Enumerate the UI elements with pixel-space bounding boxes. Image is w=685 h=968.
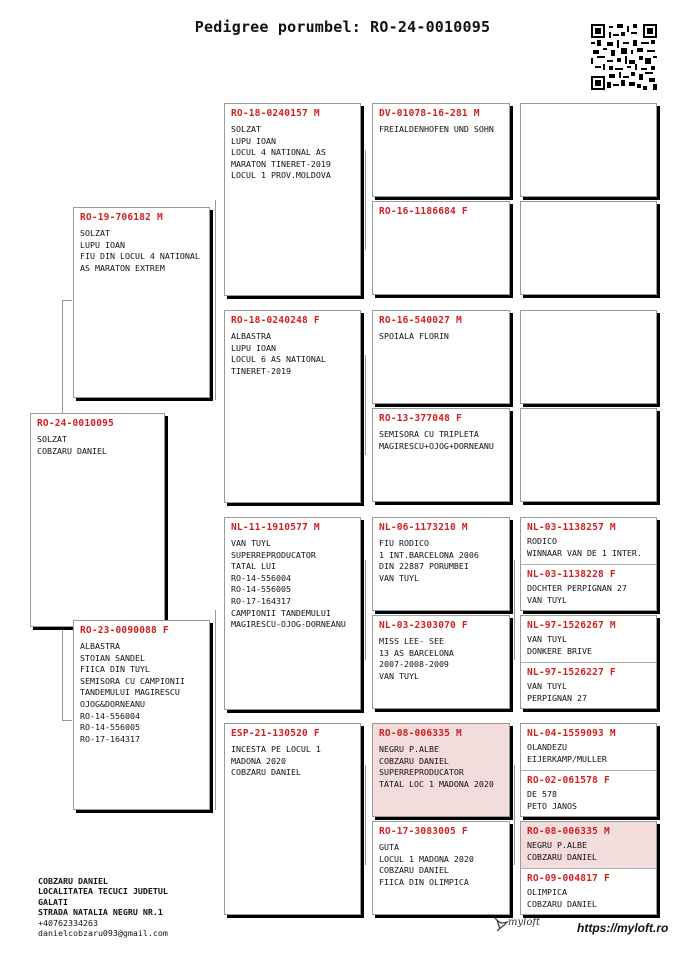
pigeon-details: SPOIALA FLORIN	[379, 331, 449, 341]
myloft-logo-icon	[493, 915, 509, 933]
pigeon-details: NEGRU P.ALBE COBZARU DANIEL	[527, 840, 597, 862]
pigeon-details: RODICO WINNAAR VAN DE 1 INTER.	[527, 536, 642, 558]
pedigree-card-gen3[interactable]	[372, 103, 510, 197]
pigeon-entry[interactable]	[521, 724, 656, 769]
ring-number: RO-13-377048 F	[379, 413, 462, 424]
connector-line	[365, 150, 366, 250]
pigeon-details: SEMISORA CU TRIPLETA MAGIRESCU+OJOG+DORNEANU	[379, 429, 494, 451]
connector-line	[215, 200, 216, 400]
pedigree-card-gen4[interactable]	[520, 615, 657, 709]
pigeon-entry[interactable]	[521, 564, 656, 610]
ring-number: NL-97-1526227 F	[527, 667, 616, 678]
ring-number: NL-97-1526267 M	[527, 620, 616, 631]
pedigree-card-gen4[interactable]	[520, 517, 657, 611]
connector-line	[514, 765, 515, 865]
owner-address-line: LOCALITATEA TECUCI JUDETUL	[38, 886, 168, 897]
ring-number: NL-03-2303070 F	[379, 620, 468, 631]
pedigree-card-gen3[interactable]	[372, 821, 510, 915]
pigeon-details: NEGRU P.ALBE COBZARU DANIEL SUPERREPRODUCATOR TATAL LOC 1 MADONA 2020	[379, 744, 494, 789]
owner-name: COBZARU DANIEL	[38, 876, 108, 886]
ring-number: ESP-21-130520 F	[231, 728, 320, 739]
pigeon-details: OLANDEZU EIJERKAMP/MULLER	[527, 742, 607, 764]
ring-number: RO-23-0090088 F	[80, 625, 169, 636]
ring-number: NL-03-1138257 M	[527, 522, 616, 533]
ring-number: RO-18-0240248 F	[231, 315, 320, 326]
owner-address-line: STRADA NATALIA NEGRU NR.1	[38, 907, 163, 918]
pigeon-entry[interactable]	[521, 662, 656, 708]
ring-number: RO-08-006335 M	[379, 728, 462, 739]
connector-line	[514, 560, 515, 660]
ring-number: RO-24-0010095	[37, 418, 114, 429]
connector-line	[365, 560, 366, 660]
pigeon-entry[interactable]	[521, 868, 656, 914]
pedigree-card-empty[interactable]	[520, 310, 657, 404]
connector-line	[365, 355, 366, 455]
pigeon-entry[interactable]	[521, 770, 656, 816]
pigeon-details: ALBASTRA LUPU IOAN LOCUL 6 AS NATIONAL TINERET-2019	[231, 331, 326, 376]
owner-address-line: GALATI	[38, 896, 68, 907]
connector-line	[62, 300, 72, 301]
pigeon-details: DE 578 PETO JANOS	[527, 789, 577, 811]
ring-number: DV-01078-16-281 M	[379, 108, 480, 119]
pedigree-card-gen2[interactable]	[224, 310, 361, 503]
connector-line	[62, 720, 72, 721]
pigeon-details: VAN TUYL PERPIGNAN 27	[527, 681, 587, 703]
owner-phone: +40762334263	[38, 917, 98, 928]
pedigree-card-dam[interactable]	[73, 620, 210, 810]
pedigree-card-gen3[interactable]	[372, 723, 510, 817]
pedigree-card-gen4[interactable]	[520, 723, 657, 817]
pedigree-card-gen3[interactable]	[372, 408, 510, 502]
ring-number: NL-03-1138228 F	[527, 569, 616, 580]
pedigree-card-gen3[interactable]	[372, 517, 510, 611]
pigeon-details: VAN TUYL SUPERREPRODUCATOR TATAL LUI RO-14-556004 RO-14-556005 RO-17-164317 CAMPIONII TANDEMULUI MAGIRESCU-OJOG-DORNEANU	[231, 538, 346, 630]
pigeon-details: DOCHTER PERPIGNAN 27 VAN TUYL	[527, 583, 627, 605]
pedigree-card-empty[interactable]	[520, 408, 657, 502]
pigeon-details: MISS LEE- SEE 13 AS BARCELONA 2007-2008-2009 VAN TUYL	[379, 636, 454, 681]
website-link[interactable]: https://myloft.ro	[577, 921, 669, 935]
pigeon-entry[interactable]	[521, 616, 656, 661]
owner-contact	[38, 876, 168, 938]
ring-number: RO-19-706182 M	[80, 212, 163, 223]
pigeon-details: ALBASTRA STOIAN SANDEL FIICA DIN TUYL SEMISORA CU CAMPIONII TANDEMULUI MAGIRESCU OJOG&DORNEANU RO-14-556004 RO-14-556005 RO-17-164317	[80, 641, 185, 744]
pigeon-details: INCESTA PE LOCUL 1 MADONA 2020 COBZARU DANIEL	[231, 744, 321, 778]
qr-code-icon	[591, 24, 657, 90]
connector-line	[215, 610, 216, 810]
pedigree-card-gen3[interactable]	[372, 201, 510, 295]
pigeon-details: SOLZAT COBZARU DANIEL	[37, 434, 107, 456]
pedigree-card-sire[interactable]	[73, 207, 210, 398]
ring-number: RO-09-004817 F	[527, 873, 610, 884]
page-title: Pedigree porumbel: RO-24-0010095	[194, 18, 491, 36]
ring-number: NL-11-1910577 M	[231, 522, 320, 533]
ring-number: RO-08-006335 M	[527, 826, 610, 837]
pigeon-details: SOLZAT LUPU IOAN FIU DIN LOCUL 4 NATIONAL AS MARATON EXTREM	[80, 228, 200, 273]
pedigree-card-empty[interactable]	[520, 103, 657, 197]
pigeon-details: SOLZAT LUPU IOAN LOCUL 4 NATIONAL AS MARATON TINERET-2019 LOCUL 1 PROV.MOLDOVA	[231, 124, 331, 181]
pigeon-details: OLIMPICA COBZARU DANIEL	[527, 887, 597, 909]
ring-number: RO-02-061578 F	[527, 775, 610, 786]
pigeon-details: FIU RODICO 1 INT.BARCELONA 2006 DIN 22887 PORUMBEI VAN TUYL	[379, 538, 479, 583]
pedigree-card-subject[interactable]	[30, 413, 165, 627]
pedigree-card-gen2[interactable]	[224, 103, 361, 296]
ring-number: RO-17-3083005 F	[379, 826, 468, 837]
pedigree-card-gen2[interactable]	[224, 723, 361, 915]
owner-email: danielcobzaru093@gmail.com	[38, 928, 168, 939]
pedigree-card-gen4[interactable]	[520, 821, 657, 915]
myloft-logo-text: myloft	[508, 917, 541, 928]
pedigree-card-gen3[interactable]	[372, 615, 510, 709]
pigeon-entry[interactable]	[521, 822, 656, 868]
ring-number: RO-18-0240157 M	[231, 108, 320, 119]
pedigree-card-gen2[interactable]	[224, 517, 361, 710]
pigeon-details: FREIALDENHOFEN UND SOHN	[379, 124, 494, 134]
ring-number: NL-06-1173210 M	[379, 522, 468, 533]
pigeon-details: VAN TUYL DONKERE BRIVE	[527, 634, 592, 656]
pigeon-entry[interactable]	[521, 518, 656, 563]
ring-number: RO-16-1186684 F	[379, 206, 468, 217]
ring-number: NL-04-1559093 M	[527, 728, 616, 739]
ring-number: RO-16-540027 M	[379, 315, 462, 326]
connector-line	[365, 765, 366, 865]
pedigree-card-gen3[interactable]	[372, 310, 510, 404]
pedigree-card-empty[interactable]	[520, 201, 657, 295]
pigeon-details: GUTA LOCUL 1 MADONA 2020 COBZARU DANIEL FIICA DIN OLIMPICA	[379, 842, 474, 887]
